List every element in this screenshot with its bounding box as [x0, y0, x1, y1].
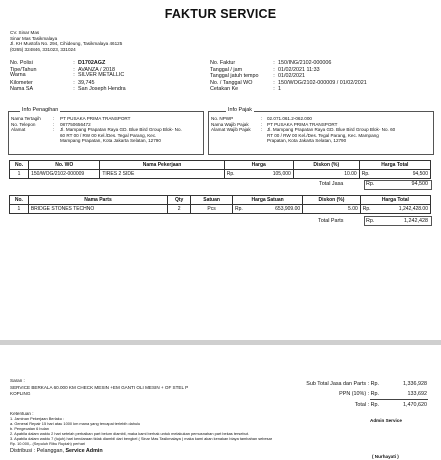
ppn-label: PPN (10%) : Rp.	[339, 391, 379, 397]
col-header: Nama Parts	[28, 196, 167, 205]
distribusi-admin: Service Admin	[65, 448, 103, 454]
warna-value: SILVER METALLIC	[78, 71, 125, 78]
cell: Rp.	[233, 205, 252, 214]
penagihan-legend: Info Penagihan	[22, 107, 59, 113]
col-header: Diskon (%)	[293, 161, 359, 170]
tipe-value: AVANZA / 2018	[78, 66, 115, 73]
signature-name: ( Nurhayati )	[372, 454, 399, 459]
ketentuan-label: Ketentuan :	[10, 411, 34, 416]
alamat-pajak-label: Alamat Wajib Pajak	[211, 127, 251, 133]
telepon-label: No. Telepon	[11, 121, 36, 127]
page-title: FAKTUR SERVICE	[164, 7, 277, 21]
table-row	[10, 205, 431, 214]
total-value: 1,470,620	[403, 402, 427, 408]
ketentuan-line: 2. Apabila dalam waktu 2 hari setelah perbaikan part belum diambil, maka kami berhak untuk melakukan pemusnahan part bekas tersebut.	[10, 430, 249, 436]
summary-divider	[370, 399, 428, 400]
warna-label: Warna	[10, 71, 26, 78]
total-jasa-currency: Rp.	[366, 181, 375, 187]
distribusi-label: Distribusi : Pelanggan,	[10, 448, 66, 454]
cell: 150/WOG/2102-000009	[29, 170, 100, 179]
cell: Rp.	[360, 205, 379, 214]
tanggal-label: Tanggal / jam	[210, 66, 243, 73]
table-header	[10, 161, 431, 170]
cell: TIRES 2 SIDE	[100, 170, 224, 179]
cetak-label: Cetakan Ke	[210, 86, 239, 93]
faktur-value: 150/ING/2102-000006	[278, 60, 332, 66]
cell: 2	[168, 205, 191, 214]
cell: 1	[10, 205, 29, 214]
polisi-value: D1702AGZ	[78, 60, 106, 66]
col-header: Diskon (%)	[303, 196, 361, 205]
cell: 1	[10, 170, 29, 179]
penagihan-content: Nama Tertagih : PT PUSAKA PRIMA TRANSPORT No. Telepon : 087750656472 Alamat : Jl. Mampang Prapatan Raya GD. Blue Bird Group Blok- No. 60 RT 00 / RW 00 Kel./Des. Tegal Parang, Kec. Mampang Prapatan, Kota Jakarta Selatan, 12790	[11, 116, 182, 144]
tipe-label: Tipe/Tahun	[10, 66, 37, 73]
total-parts-label: Total Parts	[318, 218, 344, 224]
col-header: Qty	[168, 196, 191, 205]
distribusi	[10, 448, 103, 455]
ketentuan-text	[10, 417, 272, 446]
cell: Rp.	[359, 170, 379, 179]
total-parts-value: 1,242,428	[404, 218, 428, 224]
ketentuan-line: a. General Repair 15 hari atau 1000 km mana yang tercapai terlebih dahulu	[10, 420, 141, 426]
subtotal-label: Sub Total Jasa dan Parts : Rp.	[306, 381, 379, 387]
alamat-pajak-line: Jl. Mampang Prapatan Raya GD. Blue Bird Group Blok- No. 60	[267, 127, 396, 133]
km-label: Kilometer	[10, 79, 33, 86]
alamat-line: Jl. Mampang Prapatan Raya GD. Blue Bird Group Blok- No.	[60, 127, 182, 133]
invoice-info: No. Faktur : 150/ING/2102-000006 Tanggal / jam : 01/02/2021 11:33 Tanggal jatuh tempo : 01/02/2021 No. / Tanggal WO : 150/WOG/2102-000009 / 01/02/2021 Cetakan Ke : 1	[210, 60, 367, 93]
wajib-pajak-value: PT PUSAKA PRIMA TRANSPORT	[267, 121, 338, 127]
total-parts-currency: Rp.	[366, 218, 375, 224]
faktur-label: No. Faktur	[210, 60, 236, 66]
ketentuan-line: Rp. 10.000,- (Sepuluh Ribu Rupiah) perhari	[10, 440, 86, 446]
table-row	[10, 170, 431, 179]
cell: 5.00	[303, 205, 361, 214]
ketentuan-line: 3. Apabila dalam waktu 7 (tujuh) hari kendaraan tidak diambil dari bengkel ( Sinar Mas Tasikmalaya ) maka kami akan kenakan biaya tambahan sebesar	[10, 435, 273, 441]
table-header	[10, 196, 431, 205]
sa-value: San Joseph Hendra	[78, 86, 126, 93]
nama-tertagih-value: PT PUSAKA PRIMA TRANSPORT	[60, 116, 131, 121]
km-value: 39,745	[78, 79, 95, 86]
company-line: Sinar Mas Tasikmalaya	[10, 35, 58, 41]
saran-label: Saran :	[10, 378, 25, 383]
cell: Pcs	[191, 205, 233, 214]
saran-text	[10, 385, 188, 396]
npwp-label: No. NPWP	[211, 116, 234, 121]
subtotal-value: 1,336,928	[403, 381, 427, 387]
ketentuan-line: b. Pengecatan 6 bulan	[10, 425, 49, 431]
polisi-label: No. Polisi	[10, 60, 33, 66]
saran-line: KOPLING	[10, 390, 31, 396]
col-header: Satuan	[191, 196, 233, 205]
nama-tertagih-label: Nama Tertagih	[11, 116, 41, 121]
page-separator	[0, 340, 441, 345]
col-header: No.	[10, 161, 29, 170]
alamat-line: Mampang Prapatan, Kota Jakarta Selatan, 12790	[60, 138, 161, 144]
company-line: Jl. KH Mustofa No. 294, Cihideung, Tasikmalaya 46125	[10, 41, 123, 47]
total-label: Total : Rp.	[354, 402, 379, 408]
alamat-label: Alamat	[11, 127, 26, 133]
col-header: Harga	[224, 161, 293, 170]
col-header: Harga Total	[360, 196, 430, 205]
signature-label: Admin Service	[370, 418, 402, 423]
cell: Rp.	[224, 170, 244, 179]
alamat-line: 60 RT 00 / RW 00 Kel./Des. Tegal Parang, Kec.	[60, 132, 157, 138]
cell: 94,500	[379, 170, 431, 179]
sa-label: Nama SA	[10, 86, 34, 93]
pajak-content: No. NPWP : 02.071.061.2-062.000 Nama Wajib Pajak : PT PUSAKA PRIMA TRANSPORT Alamat Wajib Pajak : Jl. Mampang Prapatan Raya GD. Blue Bird Group Blok- No. 60 RT 00 / RW 00 Kel./Des. Tegal Parang, Kec. Mampang Prapatan, Kota Jakarta Selatan, 12790	[211, 116, 396, 144]
jatuh-tempo-value: 01/02/2021	[278, 73, 305, 80]
cell: 10.00	[293, 170, 359, 179]
col-header: No. WO	[29, 161, 100, 170]
ppn-value: 133,692	[407, 391, 427, 397]
cell: BRIDGE STONES TECHNO	[28, 205, 167, 214]
npwp-value: 02.071.061.2-062.000	[267, 116, 312, 121]
total-jasa-label: Total Jasa	[319, 181, 344, 187]
company-line: (0265) 324846, 331023, 331024	[10, 46, 76, 52]
jatuh-tempo-label: Tanggal jatuh tempo	[210, 73, 259, 80]
cell: 653,909.00	[252, 205, 303, 214]
company-info	[10, 30, 122, 52]
company-line: CV. Sinar Mas	[10, 30, 40, 35]
saran-line: SERVICE BERKALA 60.000 KM CHECK MESIN +EM GANTI OLI MESIN + OF STEL P	[10, 385, 189, 390]
telepon-value: 087750656472	[60, 121, 91, 127]
col-header: Harga Total	[359, 161, 430, 170]
tanggal-value: 01/02/2021 11:33	[278, 66, 320, 73]
jobs-table	[9, 160, 431, 179]
cetak-value: 1	[278, 86, 281, 93]
col-header: Nama Pekerjaan	[100, 161, 224, 170]
parts-table	[9, 195, 431, 214]
cell: 1,242,428.00	[380, 205, 431, 214]
col-header: No.	[10, 196, 29, 205]
col-header: Harga Satuan	[233, 196, 303, 205]
ketentuan-line: 1. Jaminan Pekerjaan Berlaku :	[10, 416, 65, 421]
wo-value: 150/WOG/2102-000009 / 01/02/2021	[278, 79, 367, 86]
alamat-pajak-line: RT 00 / RW 00 Kel./Des. Tegal Parang, Kec. Mampang	[267, 132, 379, 138]
wajib-pajak-label: Nama Wajib Pajak	[211, 121, 249, 127]
pajak-legend: Info Pajak	[228, 107, 252, 113]
vehicle-info: No. Polisi : D1702AGZ Tipe/Tahun : AVANZA / 2018 Warna : SILVER METALLIC Kilometer : 39,745 Nama SA : San Joseph Hendra	[10, 60, 126, 93]
alamat-pajak-line: Prapatan, Kota Jakarta Selatan, 12790	[267, 138, 347, 144]
cell: 105,000	[244, 170, 293, 179]
wo-label: No. / Tanggal WO	[210, 79, 253, 86]
total-jasa-value: 94,500	[411, 181, 428, 187]
